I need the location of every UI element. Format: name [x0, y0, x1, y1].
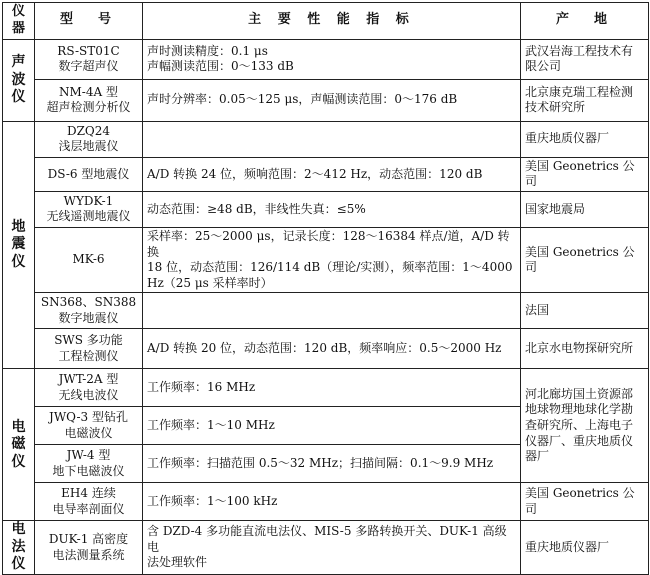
origin-cell: 北京水电物探研究所: [521, 329, 649, 369]
spec-cell: 声时测读精度：0.1 μs 声幅测读范围：0～133 dB: [143, 39, 521, 79]
origin-cell: 美国 Geonetrics 公司: [521, 483, 649, 521]
table-row: [3, 79, 649, 121]
spec-cell: A/D 转换 24 位，频响范围：2～412 Hz，动态范围：120 dB: [143, 157, 521, 191]
origin-cell: 重庆地质仪器厂: [521, 521, 649, 575]
origin-cell-em-group: 河北廊坊国土资源部 地球物理地球化学勘 查研究所、上海电子 仪器厂、重庆地质仪 器厂: [521, 369, 649, 483]
spec-cell: 工作频率：1～100 kHz: [143, 483, 521, 521]
model-cell: MK-6: [35, 227, 143, 292]
table-row: [3, 191, 649, 227]
instrument-table: [2, 2, 649, 575]
model-cell: WYDK-1 无线遥测地震仪: [35, 191, 143, 227]
origin-cell: 美国 Geonetrics 公司: [521, 157, 649, 191]
spec-cell: 工作频率：扫描范围 0.5～32 MHz；扫描间隔：0.1～9.9 MHz: [143, 445, 521, 483]
header-spec: 主 要 性 能 指 标: [143, 3, 521, 40]
category-em: 电磁仪: [3, 369, 35, 521]
origin-cell: 重庆地质仪器厂: [521, 121, 649, 157]
model-cell: SN368、SN388 数字地震仪: [35, 293, 143, 329]
table-row: [3, 369, 649, 407]
category-electric: 电法仪: [3, 521, 35, 575]
model-cell: RS-ST01C 数字超声仪: [35, 39, 143, 79]
table-row: [3, 39, 649, 79]
model-cell: EH4 连续 电导率剖面仪: [35, 483, 143, 521]
table-row: [3, 483, 649, 521]
header-row: [3, 3, 649, 40]
model-cell: SWS 多功能 工程检测仪: [35, 329, 143, 369]
model-cell: DUK-1 高密度 电法测量系统: [35, 521, 143, 575]
spec-cell: A/D 转换 20 位，动态范围：120 dB，频率响应：0.5～2000 Hz: [143, 329, 521, 369]
spec-cell: 工作频率：1～10 MHz: [143, 407, 521, 445]
table-row: [3, 157, 649, 191]
origin-cell: 武汉岩海工程技术有 限公司: [521, 39, 649, 79]
model-cell: DS-6 型地震仪: [35, 157, 143, 191]
origin-cell: 北京康克瑞工程检测 技术研究所: [521, 79, 649, 121]
spec-cell: 动态范围：≥48 dB，非线性失真：≤5%: [143, 191, 521, 227]
header-origin: 产 地: [521, 3, 649, 40]
table-row: [3, 227, 649, 292]
table-row: [3, 329, 649, 369]
header-instrument: 仪器: [3, 3, 35, 40]
model-cell: JWQ-3 型钻孔 电磁波仪: [35, 407, 143, 445]
model-cell: DZQ24 浅层地震仪: [35, 121, 143, 157]
spec-cell: 含 DZD-4 多功能直流电法仪、MIS-5 多路转换开关、DUK-1 高级电 法处理软件: [143, 521, 521, 575]
category-sonic: 声波仪: [3, 39, 35, 121]
category-seismic: 地震仪: [3, 121, 35, 369]
table-row: [3, 521, 649, 575]
origin-cell: 国家地震局: [521, 191, 649, 227]
table-row: [3, 121, 649, 157]
spec-cell: 工作频率：16 MHz: [143, 369, 521, 407]
spec-cell: [143, 121, 521, 157]
model-cell: JWT-2A 型 无线电波仪: [35, 369, 143, 407]
model-cell: NM-4A 型 超声检测分析仪: [35, 79, 143, 121]
spec-cell: [143, 293, 521, 329]
origin-cell: 法国: [521, 293, 649, 329]
table-row: [3, 293, 649, 329]
header-model: 型 号: [35, 3, 143, 40]
origin-cell: 美国 Geonetrics 公司: [521, 227, 649, 292]
model-cell: JW-4 型 地下电磁波仪: [35, 445, 143, 483]
spec-cell: 采样率：25～2000 μs，记录长度：128～16384 样点/道，A/D 转换 18 位，动态范围：126/114 dB（理论/实测），频率范围：1～4000 Hz（25 μs 采样率时）: [143, 227, 521, 292]
spec-cell: 声时分辨率：0.05～125 μs，声幅测读范围：0～176 dB: [143, 79, 521, 121]
